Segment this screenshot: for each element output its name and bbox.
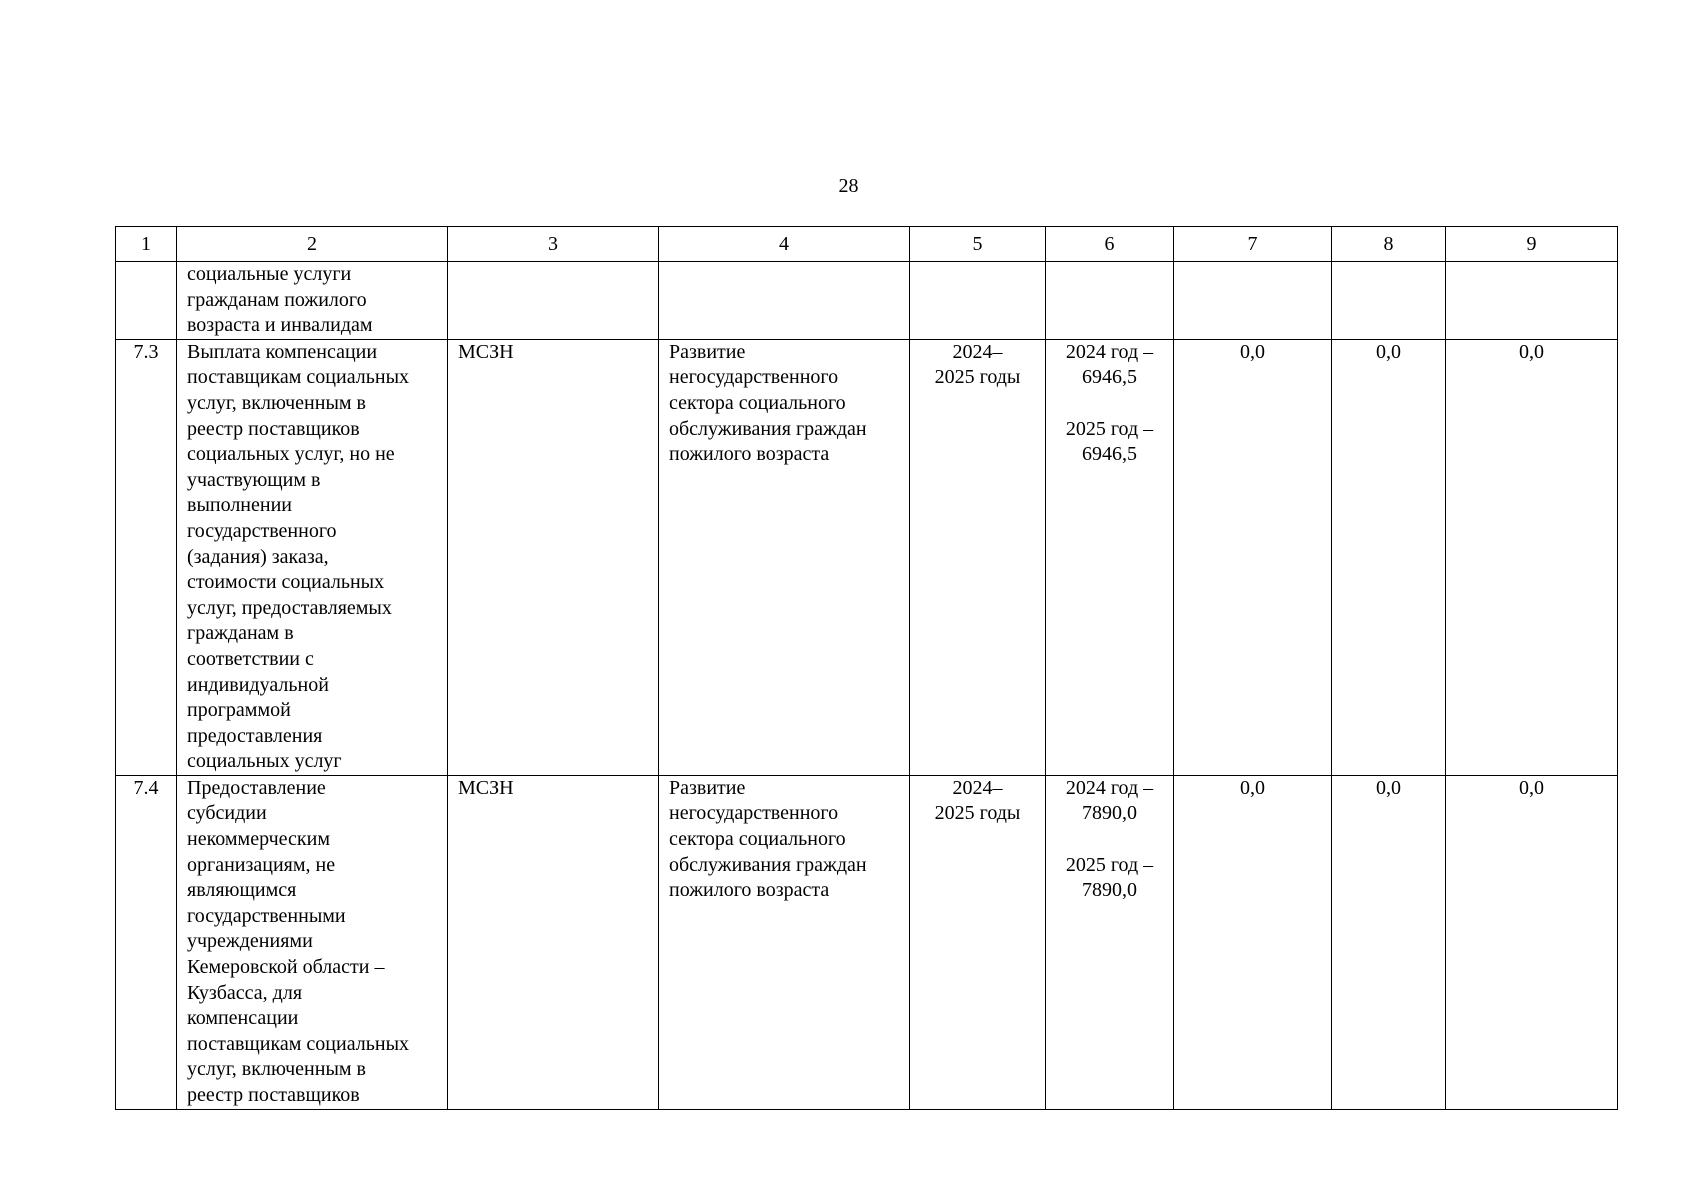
- value-cell-col8: 0,0: [1332, 339, 1446, 775]
- period-line: 2025 годы: [934, 802, 1021, 825]
- executor-cell: МСЗН: [448, 775, 659, 1109]
- goal-line: сектора социального: [669, 391, 846, 414]
- funding-2024-line: 6946,5: [1082, 366, 1137, 389]
- measure-name-line: социальных услуг, но не: [187, 443, 395, 466]
- measure-name-cell: [177, 339, 448, 775]
- measure-name-line: государственного: [187, 519, 337, 542]
- funding-cell: [1046, 775, 1174, 1109]
- goal-line: обслуживания граждан: [669, 853, 867, 876]
- value-cell-col7: 0,0: [1174, 339, 1332, 775]
- measure-name-cell: [177, 775, 448, 1109]
- measure-name-line: социальных услуг: [187, 750, 342, 773]
- value-cell-col8: 0,0: [1332, 775, 1446, 1109]
- goal-cell: [659, 339, 910, 775]
- measure-number-cell: 7.4: [116, 775, 177, 1109]
- funding-cell: [1046, 339, 1174, 775]
- measure-name-line: соответствии с: [187, 647, 314, 670]
- measure-name-line: предоставления: [187, 724, 323, 747]
- goal-cell: [659, 262, 910, 340]
- table-row: [116, 262, 1618, 340]
- value-cell-col9: 0,0: [1446, 775, 1618, 1109]
- goal-cell: [659, 775, 910, 1109]
- funding-2025-line: 2025 год –: [1065, 853, 1154, 876]
- measure-name-line: Выплата компенсации: [187, 340, 378, 363]
- measure-name-line: Предоставление: [187, 776, 326, 799]
- header-cell-2: 2: [177, 227, 448, 262]
- measure-name-line: реестр поставщиков: [187, 417, 360, 440]
- measure-name-line: услуг, включенным в: [187, 1058, 367, 1081]
- funding-2025-line: 6946,5: [1082, 443, 1137, 466]
- period-line: 2024–: [952, 340, 1003, 363]
- measure-name-line: индивидуальной: [187, 673, 329, 696]
- measure-name-line: организациям, не: [187, 853, 336, 876]
- measure-name-line: выполнении: [187, 494, 292, 517]
- measure-number-cell: [116, 262, 177, 340]
- funding-2025-line: 2025 год –: [1065, 417, 1154, 440]
- period-cell: [910, 339, 1046, 775]
- funding-cell: [1046, 262, 1174, 340]
- measure-name-line: стоимости социальных: [187, 571, 385, 594]
- page-number: 28: [838, 175, 859, 197]
- period-cell: [910, 262, 1046, 340]
- measure-name-line: возраста и инвалидам: [187, 314, 373, 337]
- value-cell-col7: [1174, 262, 1332, 340]
- header-cell-6: 6: [1046, 227, 1174, 262]
- measure-name-line: учреждениями: [187, 930, 313, 953]
- table-header-row: [116, 227, 1618, 262]
- goal-line: Развитие: [669, 340, 746, 363]
- value-cell-col7: 0,0: [1174, 775, 1332, 1109]
- value-cell-col9: 0,0: [1446, 339, 1618, 775]
- header-cell-7: 7: [1174, 227, 1332, 262]
- measure-name-cell: [177, 262, 448, 340]
- executor-cell: МСЗН: [448, 339, 659, 775]
- header-cell-5: 5: [910, 227, 1046, 262]
- period-line: 2025 годы: [934, 366, 1021, 389]
- header-cell-3: 3: [448, 227, 659, 262]
- goal-line: сектора социального: [669, 828, 846, 851]
- goal-line: обслуживания граждан: [669, 417, 867, 440]
- table-row: [116, 339, 1618, 775]
- measure-name-line: Кемеровской области –: [187, 956, 385, 979]
- measure-name-line: являющимся: [187, 879, 297, 902]
- period-cell: [910, 775, 1046, 1109]
- header-cell-9: 9: [1446, 227, 1618, 262]
- goal-line: пожилого возраста: [669, 879, 830, 902]
- measure-name-line: программой: [187, 699, 291, 722]
- measure-name-line: поставщикам социальных: [187, 366, 410, 389]
- funding-2024-line: 2024 год –: [1065, 340, 1154, 363]
- program-measures-table: [115, 226, 1618, 1110]
- value-cell-col9: [1446, 262, 1618, 340]
- header-cell-4: 4: [659, 227, 910, 262]
- header-cell-8: 8: [1332, 227, 1446, 262]
- goal-line: пожилого возраста: [669, 443, 830, 466]
- measure-number-cell: 7.3: [116, 339, 177, 775]
- measure-name-line: субсидии: [187, 802, 267, 825]
- measure-name-line: поставщикам социальных: [187, 1032, 410, 1055]
- period-line: 2024–: [952, 776, 1003, 799]
- goal-line: негосударственного: [669, 802, 839, 825]
- measure-name-line: гражданам в: [187, 622, 294, 645]
- measure-name-line: участвующим в: [187, 468, 321, 491]
- measure-name-line: некоммерческим: [187, 828, 330, 851]
- measure-name-line: гражданам пожилого: [187, 288, 367, 311]
- measure-name-line: компенсации: [187, 1007, 299, 1030]
- header-cell-1: 1: [116, 227, 177, 262]
- measure-name-line: услуг, предоставляемых: [187, 596, 392, 619]
- goal-line: Развитие: [669, 776, 746, 799]
- measure-name-line: социальные услуги: [187, 263, 352, 285]
- value-cell-col8: [1332, 262, 1446, 340]
- measure-name-line: реестр поставщиков: [187, 1084, 360, 1106]
- measure-name-line: услуг, включенным в: [187, 391, 367, 414]
- executor-cell: [448, 262, 659, 340]
- measure-name-line: Кузбасса, для: [187, 981, 303, 1004]
- funding-2024-line: 7890,0: [1082, 802, 1137, 825]
- funding-2025-line: 7890,0: [1082, 879, 1137, 902]
- funding-2024-line: 2024 год –: [1065, 776, 1154, 799]
- measure-name-line: (задания) заказа,: [187, 545, 329, 568]
- table-row: [116, 775, 1618, 1109]
- goal-line: негосударственного: [669, 366, 839, 389]
- measure-name-line: государственными: [187, 904, 346, 927]
